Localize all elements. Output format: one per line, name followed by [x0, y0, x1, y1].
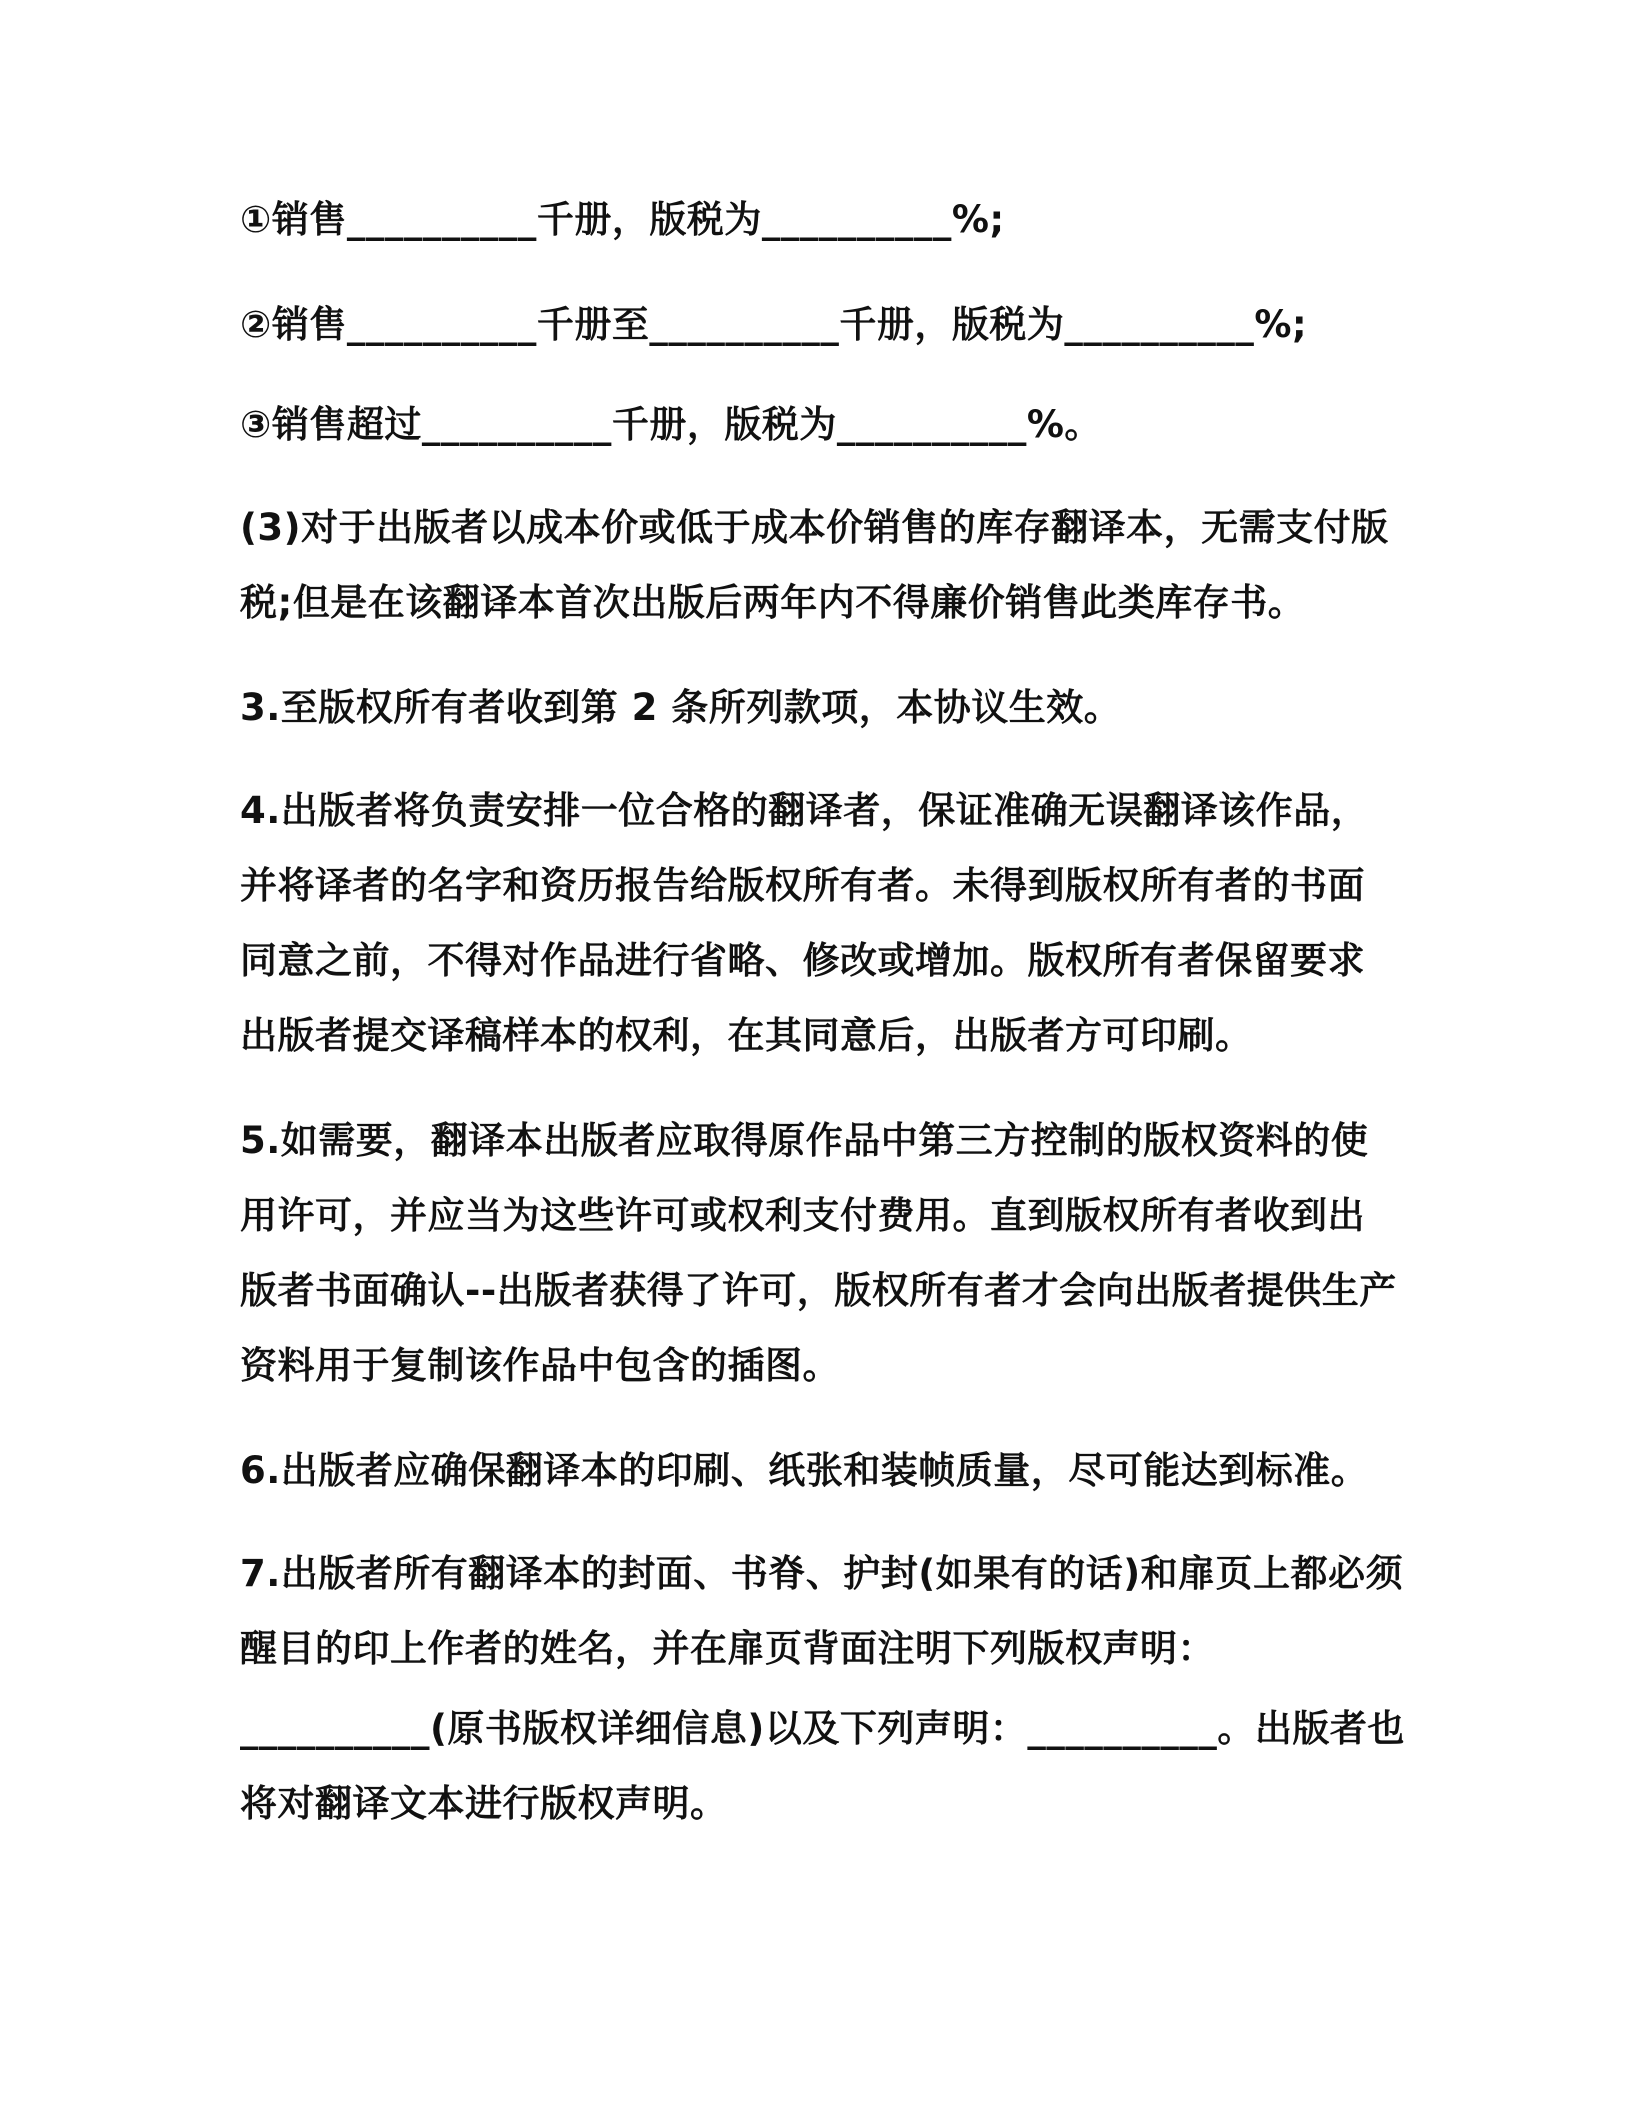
clause-7-line-4: 将对翻译文本进行版权声明。 [240, 1782, 728, 1825]
clause-4-line-1: 4.出版者将负责安排一位合格的翻译者，保证准确无误翻译该作品， [240, 789, 1369, 832]
clause-6-line-1: 6.出版者应确保翻译本的印刷、纸张和装帧质量，尽可能达到标准。 [240, 1449, 1369, 1492]
clause-7-line-1: 7.出版者所有翻译本的封面、书脊、护封(如果有的话)和扉页上都必须 [240, 1552, 1404, 1595]
clause-4-line-3: 同意之前，不得对作品进行省略、修改或增加。版权所有者保留要求 [240, 939, 1365, 982]
royalty-tier-1: ①销售__________千册，版税为__________%; [240, 198, 1005, 241]
clause-3-3-line-2: 税;但是在该翻译本首次出版后两年内不得廉价销售此类库存书。 [240, 581, 1306, 624]
clause-5-line-4: 资料用于复制该作品中包含的插图。 [240, 1344, 840, 1387]
clause-5-line-2: 用许可，并应当为这些许可或权利支付费用。直到版权所有者收到出 [240, 1194, 1365, 1237]
clause-3-3-line-1: (3)对于出版者以成本价或低于成本价销售的库存翻译本，无需支付版 [240, 506, 1389, 549]
royalty-tier-3: ③销售超过__________千册，版税为__________%。 [240, 403, 1102, 446]
clause-5-line-3: 版者书面确认--出版者获得了许可，版权所有者才会向出版者提供生产 [240, 1269, 1397, 1312]
clause-5-line-1: 5.如需要，翻译本出版者应取得原作品中第三方控制的版权资料的使 [240, 1119, 1369, 1162]
clause-3-line-1: 3.至版权所有者收到第 2 条所列款项，本协议生效。 [240, 686, 1122, 729]
clause-7-line-3: __________(原书版权详细信息)以及下列声明：__________。出版者也 [240, 1707, 1405, 1750]
royalty-tier-2: ②销售__________千册至__________千册，版税为__________%; [240, 303, 1308, 346]
clause-4-line-2: 并将译者的名字和资历报告给版权所有者。未得到版权所有者的书面 [240, 864, 1365, 907]
clause-4-line-4: 出版者提交译稿样本的权利，在其同意后，出版者方可印刷。 [240, 1014, 1253, 1057]
clause-7-line-2: 醒目的印上作者的姓名，并在扉页背面注明下列版权声明： [240, 1627, 1215, 1670]
